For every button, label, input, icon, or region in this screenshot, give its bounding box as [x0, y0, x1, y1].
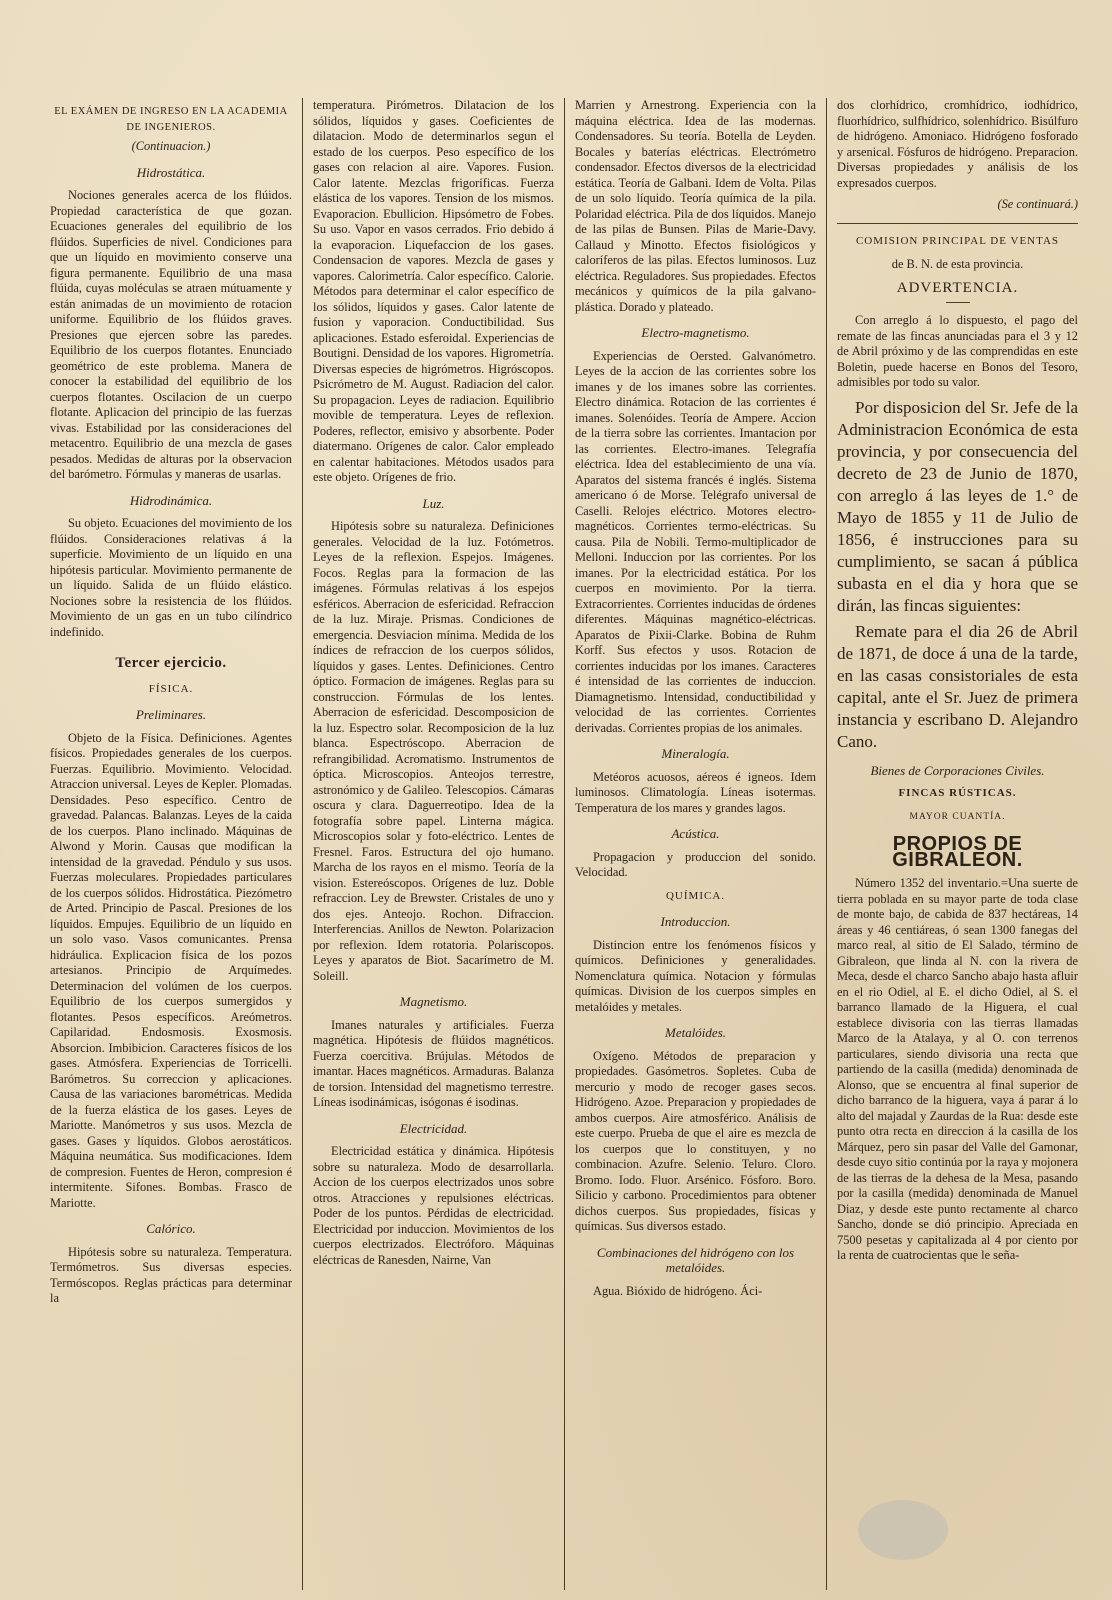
top-margin: [0, 0, 1112, 95]
mayor-cuantia-heading: MAYOR CUANTÍA.: [909, 811, 1006, 822]
advertencia-heading: ADVERTENCIA.: [896, 279, 1019, 296]
section-quimica: QUÍMICA.: [665, 889, 726, 902]
paragraph-hidrodinamica: Su objeto. Ecuaciones del movimiento de los flúidos. Consideraciones relativas á la superficie. Movimiento de un líquido en una hipótesis particular. Movimiento permanente de un líquido. Salida de un flúido elástico. Nociones sobre la resistencia de los flúidos. Movimiento de un gas en un tubo cilíndrico indefinido.: [50, 516, 292, 639]
paragraph-introduccion: Distincion entre los fenómenos físicos y químicos. Definiciones y generalidades. Nomenclatura química. Notacion y fórmulas químicas. Division de los cuerpos simples en metalóides y metales.: [575, 937, 816, 1014]
paragraph-numero-1352: Número 1352 del inventario.=Una suerte de tierra poblada en su mayor parte de toda clase de monte bajo, de cabida de 837 hectáreas, 14 áreas y 46 centiáreas, ó sean 1300 fanegas del marco real, al sitio de El Salado, término de Gibraleon, que linda al N. con la rivera de Meca, desde el charco Sancho abajo hasta afluir en el rio Odiel, al E. el dicho Odiel, al S. el barranco llamado de la Higuera, el cual establece divisoria con las tierras llamadas Marco de la Atalaya, y al O. con terrenos particulares, siendo divisoria una recta que partiendo de la casilla (medida) denominada de Alonso, que se encuentra al final superior de dicho barranco de la higuera, vaya á parar á lo alto del majadal y Zaurdas de la Rua: desde este punto otra recta en direccion á la casilla de los Márquez, pero sin pasar del Valle del Gamonar, desde cuyo sitio continúa por la raya y mojonera de las tierras de la dehesa de la Mesa, pasando por la casilla (medida) denominada de Manuel Diaz, y desde este punto rectamente al charco Sancho, donde se dió principio. Apreciada en 7500 pesetas y capitalizada al 4 por ciento por la renta de cuatrocientas que le seña-: [837, 876, 1078, 1262]
paragraph-magnetismo: Imanes naturales y artificiales. Fuerza magnética. Hipótesis de flúidos magnéticos. Fuerza coercitiva. Brújulas. Métodos de imantar. Haces magnéticos. Armaduras. Balanza de torsion. Intensidad del magnetismo terrestre. Líneas isodinámicas, isógonas é isodinas.: [313, 1017, 554, 1109]
paragraph-electricidad: Electricidad estática y dinámica. Hipótesis sobre su naturaleza. Modo de desarrollarla. Accion de los cuerpos electrizados unos sobre otros. Atracciones y repulsiones eléctricas. Poder de los puntos. Pérdidas de electricidad. Electricidad por induccion. Movimientos de los cuerpos electrizados. Electróforo. Máquinas eléctricas de Ranesden, Nairne, Van: [313, 1144, 554, 1267]
notice-block: [837, 397, 1078, 753]
section-hidrostatica: Hidrostática.: [136, 164, 206, 180]
section-combinaciones: Combinaciones del hidrógeno con los metalóides.: [596, 1244, 795, 1275]
paragraph-combinaciones: Agua. Bióxido de hidrógeno. Áci-: [593, 1283, 763, 1298]
section-metaloides: Metalóides.: [664, 1025, 726, 1040]
paragraph-electricidad-cont: Marrien y Arnestrong. Experiencia con la máquina eléctrica. Idea de las modernas. Condensadores. Su teoría. Botella de Leyden. Bocales y baterías eléctricas. Electrómetro condensador. Efectos diversos de la electricidad estática. Teoría de Galbani. Idem de Volta. Pilas de un solo líquido. Teoría química de la pila. Polaridad eléctrica. Pila de dos líquidos. Manejo de las pilas de Bunsen. Pilas de Marie-Davy. Callaud y Minotto. Efectos fisiológicos y caloríferos de las pilas. Efectos luminosos. Luz eléctrica. Reguladores. Sus propiedades. Efectos mecánicos y químicos de la pila galvano-plástica. Dorado y plateado.: [575, 98, 816, 314]
section-acustica: Acústica.: [671, 826, 720, 841]
paragraph-preliminares: Objeto de la Física. Definiciones. Agentes físicos. Propiedades generales de los cuerpos. Fuerzas. Equilibrio. Movimiento. Velocidad. Atraccion universal. Leyes de Kepler. Plomadas. Densidades. Peso específico. Centro de gravedad. Palancas. Balanzas. Leyes de la caida de los cuerpos. Plano inclinado. Máquinas de Alwond y Morin. Causas que modifican la intensidad de la gravedad. Péndulo y sus usos. Fuerzas moleculares. Propiedades particulares de los cuerpos sólidos. Hidrostática. Piezómetro de Arted. Principio de Pascal. Presiones de los líquidos. Empujes. Equilibrio de un líquido en un solo vaso. Vasos comunicantes. Prensa hidráulica. Explicacion física de los pozos artesianos. Principio de Arquímedes. Determinacion del volúmen de los cuerpos. Equilibrio de los cuerpos sumergidos y flotantes. Pesos específicos. Areómetros. Capilaridad. Endosmosis. Exosmosis. Absorcion. Imbibicion. Caracteres físicos de los gases. Atmósfera. Experiencias de Torricelli. Barómetros. Su correccion y aplicaciones. Causa de las variaciones barométricas. Medida de la fuerza elástica de los gases. Leyes de Mariotte. Manómetros y sus usos. Mezcla de gases. Gases y líquidos. Globos aerostáticos. Máquina neumática. Sus modificaciones. Idem de compresion. Fuentes de Heron, compresion é intermitente. Sifones. Bombas. Frasco de Mariotte.: [50, 730, 292, 1210]
paragraph-combinaciones-cont: dos clorhídrico, cromhídrico, iodhídrico, fluorhídrico, sulfhídrico, solenhídrico. Bisúlfuro de hidrógeno. Amoniaco. Hidrógeno fosforado y arsenical. Fósfuros de hidrógeno. Preparacion. Diversas propiedades y análisis de los expresados cuerpos.: [837, 98, 1078, 190]
column-2: [302, 98, 564, 1590]
comision-subtitle: de B. N. de esta provincia.: [891, 257, 1024, 271]
propios-heading: PROPIOS DE GIBRALEON.: [892, 833, 1023, 871]
section-electro-magnetismo: Electro-magnetismo.: [641, 325, 750, 340]
column-3: [564, 98, 826, 1590]
fincas-heading: FINCAS RÚSTICAS.: [898, 787, 1017, 799]
section-calorico: Calórico.: [146, 1221, 196, 1236]
paragraph-luz: Hipótesis sobre su naturaleza. Definiciones generales. Velocidad de la luz. Fotómetros. Leyes de la reflexion. Espejos. Imágenes. Focos. Reglas para la formacion de las imágenes. Fórmulas relativas á los espejos esféricos. Aberracion de esfericidad. Refraccion de la luz. Miraje. Prismas. Condiciones de emergencia. Desviacion mínima. Medida de los índices de refraccion de los cuerpos sólidos, líquidos y gases. Lentes. Definiciones. Centro óptico. Formacion de imágenes. Reglas para su construccion. Fórmulas de los lentes. Aberracion de esfericidad. Descomposicion de la luz. Espectro solar. Recomposicion de la luz blanca. Espectróscopo. Aberracion de refrangibilidad. Acromatismo. Instrumentos de óptica. Microscopios. Anteojos terrestre, astronómico y de Galileo. Telescopios. Cámaras oscura y clara. Daguerreotipo. Idea de la fotografía sobre papel. Linterna mágica. Microscopios solar y foto-eléctrico. Lentes de Fresnel. Faros. Estructura del ojo humano. Marcha de los rayos en el mismo. Teoría de la vision. Estereóscopos. Orígenes de luz. Doble refraccion. Ley de Brewster. Cristales de uno y dos ejes. Anteojo. Rochon. Difraccion. Interferencias. Anillos de Newton. Polarizacion por reflexion. Idem rotatoria. Polariscopos. Leyes y aparatos de Biot. Sacarímetro de M. Soleill.: [313, 519, 554, 983]
short-divider: [946, 302, 970, 303]
section-electricidad: Electricidad.: [399, 1120, 468, 1136]
paragraph-calorico-cont: temperatura. Pirómetros. Dilatacion de los sólidos, líquidos y gases. Coeficientes de dilatacion. Modo de determinarlos segun el estado de los cuerpos. Peso específico de los gases con relacion al aire. Vapores. Fusion. Calor latente. Mezclas frigoríficas. Fuerza elástica de los vapores. Tension de los mismos. Evaporacion. Ebullicion. Hipsómetro de Fobes. Su uso. Vapor en vasos cerrados. Frio debido á la evaporacion. Liquefaccion de los gases. Condensacion de vapores. Mezcla de gases y vapores. Calorimetría. Calor específico. Calorie. Métodos para determinar el calor específico de los sólidos, líquidos y gases. Calor latente de fusion y vaporacion. Conductibilidad. Sus aplicaciones. Estado esferoidal. Experiencias de Boutigni. Densidad de los vapores. Higrometría. Diversas especies de higrómetros. Higróscopos. Psicrómetro de M. August. Radiacion del calor. Su propagacion. Leyes de radiacion. Equilibrio movible de temperatura. Leyes de reflexion. Poderes, reflector, emisivo y absorbente. Poder diatermano. Orígenes de calor. Calor empleado en calentar habitaciones. Métodos usados para este objeto. Orígenes de frio.: [313, 98, 554, 484]
stamp-mark: [858, 1500, 948, 1560]
section-mineralogia: Mineralogía.: [661, 746, 730, 761]
section-magnetismo: Magnetismo.: [399, 994, 468, 1009]
paragraph-calorico: Hipótesis sobre su naturaleza. Temperatura. Termómetros. Sus diversas especies. Termóscopos. Reglas prácticas para determinar la: [50, 1244, 292, 1305]
se-continuara-label: (Se continuará.): [997, 197, 1078, 211]
columns-container: [40, 98, 1088, 1590]
paragraph-advertencia: Con arreglo á lo dispuesto, el pago del remate de las fincas anunciadas para el 3 y 12 de Abril próximo y de las comprendidas en este Boletin, puede hacerse en Bonos del Tesoro, admisibles por todo su valor.: [837, 313, 1078, 389]
bienes-heading: Bienes de Corporaciones Civiles.: [870, 762, 1045, 778]
section-luz: Luz.: [422, 495, 445, 511]
paragraph-acustica: Propagacion y produccion del sonido. Velocidad.: [575, 849, 816, 879]
article-title: EL EXÁMEN DE INGRESO EN LA ACADEMIA DE INGENIEROS.: [54, 106, 288, 133]
section-tercer-ejercicio: Tercer ejercicio.: [115, 655, 227, 671]
paragraph-disposicion: Por disposicion del Sr. Jefe de la Administracion Económica de esta provincia, y por consecuencia del decreto de 23 de Junio de 1870, con arreglo á las leyes de 1.° de Mayo de 1855 y 11 de Julio de 1856, é instrucciones para su cumplimiento, se sacan á pública subasta en el dia y hora que se dirán, las fincas siguientes:: [837, 397, 1078, 615]
paragraph-metaloides: Oxígeno. Métodos de preparacion y propiedades. Gasómetros. Sopletes. Cuba de mercurio y modo de recoger gases secos. Hidrógeno. Azoe. Preparacion y propiedades de ambos cuerpos. Aire atmosférico. Análisis de este cuerpo. Prueba de que el aire es mezcla de los cuerpos que lo constituyen, y no combinacion. Azufre. Selenio. Teluro. Cloro. Bromo. Iodo. Fluor. Arsénico. Fósforo. Boro. Silicio y carbono. Procedimientos para obtener dichos cuerpos. Sus propiedades, físicas y químicas. Sus diversos estado.: [575, 1048, 816, 1233]
section-divider: [837, 223, 1078, 224]
section-introduccion: Introduccion.: [660, 914, 731, 929]
section-fisica: FÍSICA.: [148, 682, 194, 695]
paragraph-mineralogia: Metéoros acuosos, aéreos é igneos. Idem luminosos. Climatología. Líneas isotermas. Temperatura de los mares y grandes lagos.: [575, 769, 816, 815]
comision-title: COMISION PRINCIPAL DE VENTAS: [855, 234, 1060, 247]
column-4: [826, 98, 1088, 1590]
section-hidrodinamica: Hidrodinámica.: [129, 492, 213, 508]
paragraph-hidrostatica: Nociones generales acerca de los flúidos. Propiedad característica de que gozan. Ecuaciones generales del equilibrio de los flúidos. Superficies de nivel. Condiciones para que un líquido en movimiento conserve una figura permanente. Equilibrio de una masa flúida, cuyas moléculas se atraen mútuamente y están animadas de un movimiento de rotacion uniforme. Equilibrio de los flúidos graves. Presiones que ejercen sobre las paredes. Equilibrio de los cuerpos flotantes. Enunciado geométrico de este problema. Manera de conocer la estabilidad del equilibrio de los cuerpos flotantes. Oscilacion de un cuerpo flotante. Aplicacion del principio de las fuerzas vivas. Estabilidad por las consideraciones del metacentro. Equilibrio de una mezcla de gases pesados. Medidas de alturas por la observacion del barómetro. Fórmulas y maneras de usarlas.: [50, 188, 292, 481]
section-preliminares: Preliminares.: [135, 707, 207, 722]
paragraph-electro-magnetismo: Experiencias de Oersted. Galvanómetro. Leyes de la accion de las corrientes sobre los imanes y de los imanes sobre las corrientes. Electro dinámica. Rotacion de las corrientes é imanes. Solenóides. Teoría de Ampere. Accion de la tierra sobre las corrientes. Imantacion por las corrientes. Electro-imanes. Telegrafía eléctrica. Idea del establecimiento de una vía. Aparatos del sistema francés é inglés. Sistema americano ó de Morse. Telégrafo universal de Caselli. Relojes eléctrico. Motores electro-magnéticos. Corrientes termo-eléctricas. Su causa. Pila de Nobili. Termo-multiplicador de Melloni. Induccion por las corrientes. Por los imanes. Por la electricidad estática. Por los cuerpos en movimiento. Por la tierra. Extracorrientes. Corrientes inducidas de órdenes diferentes. Máquinas magnético-eléctricas. Aparatos de Pixii-Clarke. Bobina de Ruhm Korff. Sus efectos y usos. Rotacion de corrientes inducidas por los imanes. Caracteres é intensidad de las corrientes de induccion. Diamagnetismo. Intensidad, conductibilidad y velocidad de las corrientes. Corrientes derivadas. Corrientes propias de los animales.: [575, 348, 816, 735]
continuation-label: (Continuacion.): [131, 139, 211, 153]
column-1: [40, 98, 302, 1590]
paragraph-remate: Remate para el dia 26 de Abril de 1871, de doce á una de la tarde, en las casas consistoriales de esta capital, ante el Sr. Juez de primera instancia y escribano D. Alejandro Cano.: [837, 621, 1078, 751]
